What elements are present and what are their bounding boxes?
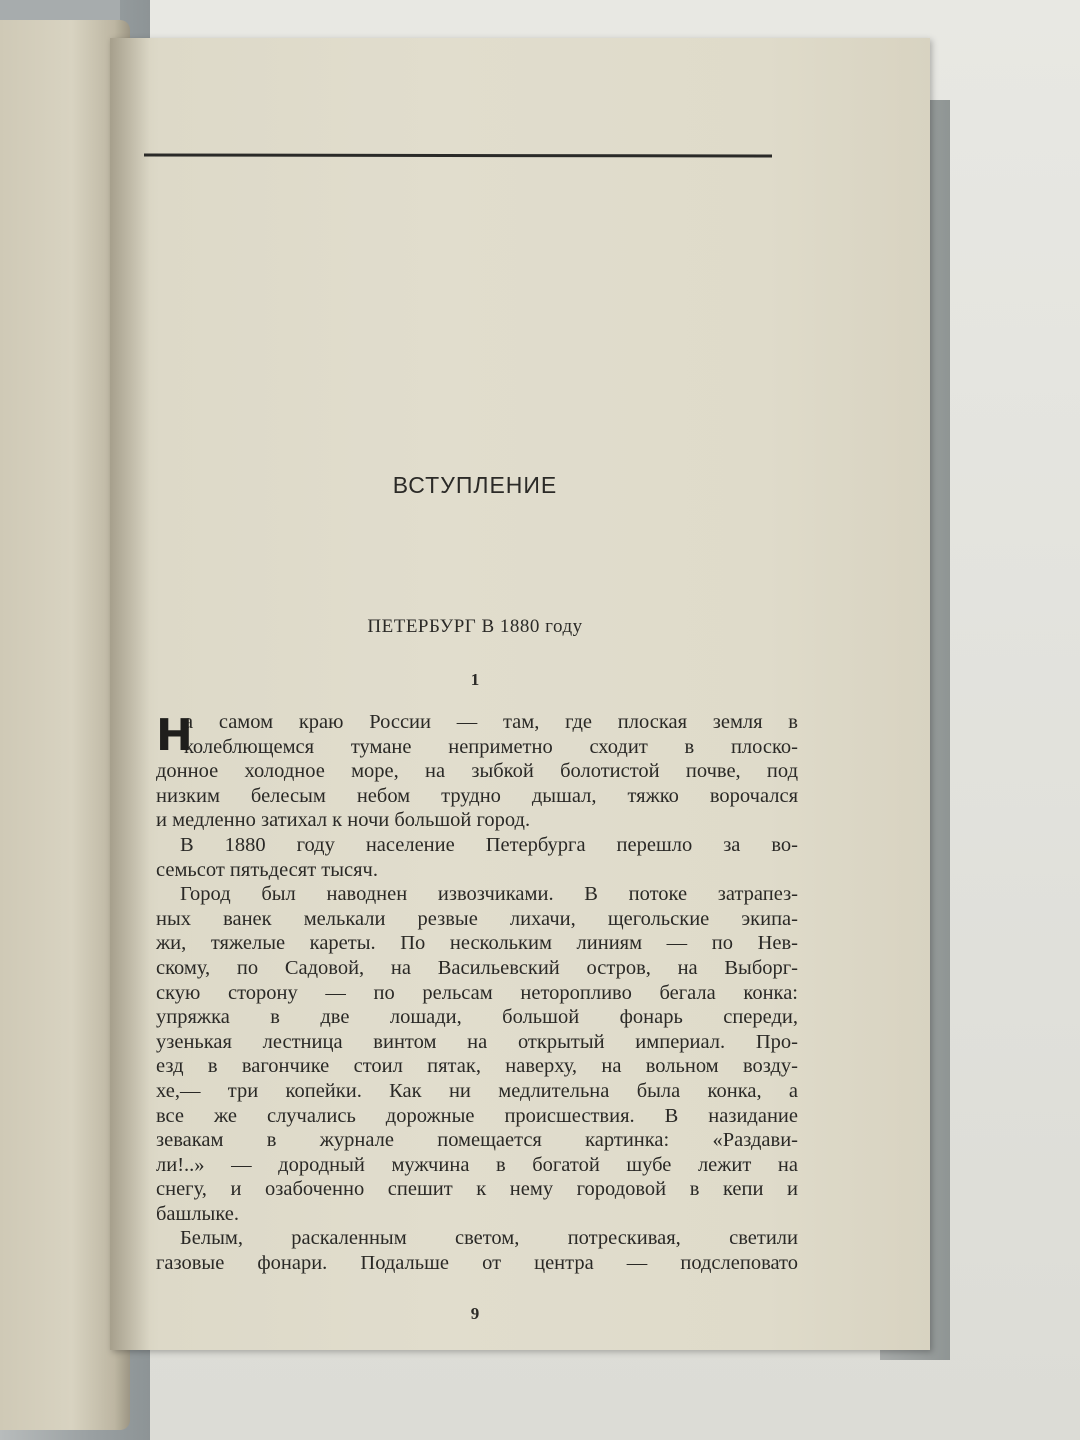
text-line: узенькая лестница винтом на открытый империал. Про-	[156, 1030, 798, 1053]
section-number: 1	[470, 670, 480, 689]
body-text	[156, 710, 798, 1276]
text-line: упряжка в две лошади, большой фонарь спереди,	[156, 1006, 798, 1029]
section-title: ПЕТЕРБУРГ В 1880 году	[367, 616, 583, 637]
text-line: зевакам в журнале помещается картинка: «Раздави-	[156, 1129, 798, 1152]
text-line: жи, тяжелые кареты. По нескольким линиям — по Нев-	[156, 932, 798, 955]
text-line: ных ванек мелькали резвые лихачи, щегольские экипа-	[156, 907, 798, 930]
text-line: снегу, и озабоченно спешит к нему городовой в кепи и	[156, 1178, 798, 1201]
text-line: низким белесым небом трудно дышал, тяжко ворочался	[156, 784, 798, 807]
text-line: В 1880 году население Петербурга перешло за во-	[180, 833, 798, 856]
text-line: скому, по Садовой, на Васильевский остров, на Выборг-	[156, 956, 798, 979]
text-line: донное холодное море, на зыбкой болотистой почве, под	[156, 760, 798, 783]
text-line: Город был наводнен извозчиками. В потоке затрапез-	[180, 883, 798, 906]
gutter-shadow	[110, 38, 150, 1350]
text-line: башлыке.	[156, 1202, 239, 1225]
text-line: все же случались дорожные происшествия. В назидание	[156, 1104, 798, 1127]
text-line: ли!..» — дородный мужчина в богатой шубе лежит на	[156, 1153, 798, 1176]
text-line: скую сторону — по рельсам неторопливо бегала конка:	[156, 981, 798, 1004]
page-number: 9	[470, 1304, 480, 1323]
text-line: газовые фонари. Подальше от центра — подслеповато	[156, 1252, 798, 1275]
text-line: езд в вагончике стоил пятак, наверху, на вольном возду-	[156, 1055, 798, 1078]
text-line: колеблющемся тумане неприметно сходит в плоско-	[184, 735, 798, 758]
chapter-title: ВСТУПЛЕНИЕ	[392, 472, 558, 498]
top-rule-divider	[144, 153, 772, 157]
book-page	[110, 38, 930, 1350]
text-line: а самом краю России — там, где плоская земля в	[184, 711, 798, 733]
drop-cap: Н	[156, 710, 193, 761]
text-line: Белым, раскаленным светом, потрескивая, светили	[180, 1227, 798, 1250]
text-line: семьсот пятьдесят тысяч.	[156, 858, 378, 881]
text-line: хе,— три копейки. Как ни медлительна была конка, а	[156, 1079, 798, 1102]
text-line: и медленно затихал к ночи большой город.	[156, 809, 531, 832]
